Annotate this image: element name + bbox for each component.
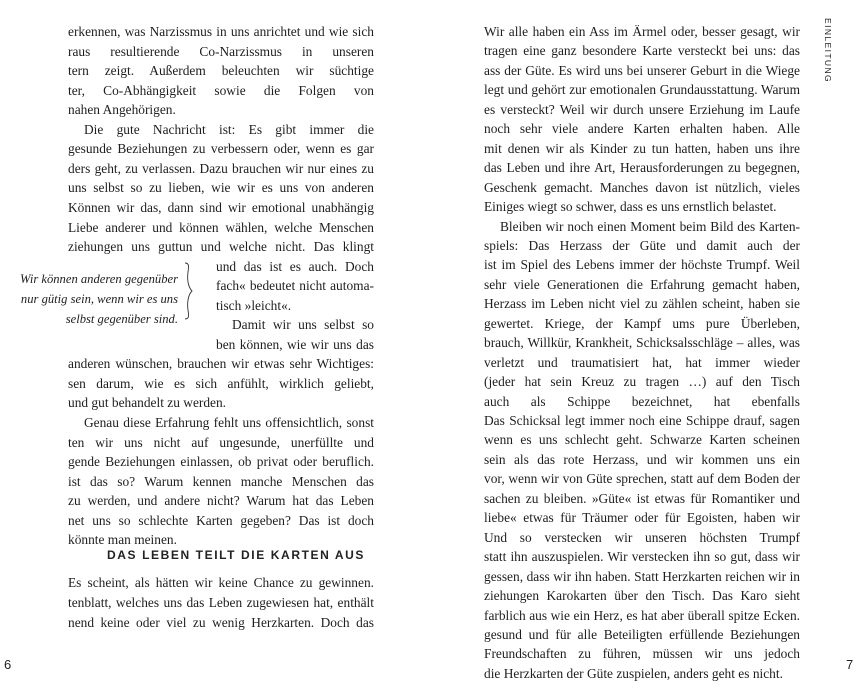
text-line: auch als Schippe bezeichnet, hat ebenfalls [484,393,800,409]
text-line: sein als das rote Herzass, und wir kommen uns ein [484,451,800,467]
text-line: tenblatt, welches uns das Leben zugewiesen hat, enthält [68,595,374,610]
text-line: Herzass im Leben nicht viel zu zählen scheint, haben sie [484,296,800,312]
text-line: liebe« etwas für Träumer oder für Egoisten, haben wir [484,510,800,526]
text-line: Können wir das, dann sind wir emotional unabhängig [68,199,374,215]
text-line: gessen, dass wir ihn haben. Statt Herzkarten reichen wir in [484,568,800,584]
text-line: verletzt und traumatisiert hat, hat immer wieder [484,354,800,370]
text-line: net uns so schlechte Karten gegeben? Das ist doch [68,512,374,528]
running-head: EINLEITUNG [823,18,833,84]
page-number-right: 7 [846,657,854,672]
text-line: ten wir uns nicht auf ungesunde, unerfüllte und [68,434,374,450]
text-line: ben können, wie wir uns das [216,336,374,352]
right-page [430,0,860,688]
text-line: sen darum, wie es sich anfühlt, wirklich geliebt, [68,375,374,391]
text-line: raus resultierende Co-Narzissmus in unseren [68,43,374,59]
text-line: Damit wir uns selbst so [232,317,374,333]
text-line: könnte man meinen. [68,532,177,548]
text-line: es versteckt? Weil wir durch unsere Erziehung im Laufe [484,101,800,117]
text-line: Wir alle haben ein Ass im Ärmel oder, besser gesagt, wir [484,24,800,39]
text-line: Liebe anderer und können wählen, welche Menschen [68,219,374,235]
text-line: legt und gehört zur emotionalen Grundausstattung. Warum [484,82,800,98]
text-line: ist das so? Warum kennen manche Menschen das [68,473,374,489]
text-line: gesund und für alle Beteiligten erfüllende Beziehungen [484,626,800,642]
text-line: die Herzkarten der Güte zuspielen, anders geht es nicht. [484,665,783,681]
pull-quote-line: selbst gegenüber sind. [65,312,178,326]
text-line: vor, wenn wir von Güte sprechen, statt auf dem Boden der [484,471,800,487]
page-number-left: 6 [4,657,12,672]
text-line: gende Beziehungen einlassen, ob privat oder beruflich. [68,454,374,470]
section-heading: DAS LEBEN TEILT DIE KARTEN AUS [107,548,366,562]
text-line: erkennen, was Narzissmus in uns anrichtet und wie sich [68,24,374,39]
text-line: ter, Co-Abhängigkeit sowie die Folgen von [68,82,374,98]
text-line: Einiges wiegt so schwer, dass es uns ernstlich belastet. [484,199,777,215]
text-line: sehr viele Generationen die Erfahrung gemacht haben, [484,276,800,292]
text-line: ass der Güte. Es wird uns bei unserer Geburt in die Wiege [484,62,800,78]
text-line: mit denen wir als Kinder zu tun hatten, haben uns ihre [484,140,800,156]
text-line: nahen Angehörigen. [68,102,176,118]
text-line: Es scheint, als hätten wir keine Chance zu gewinnen. [68,575,374,590]
text-line: wenn es uns schlecht geht. Schwarze Karten scheinen [484,432,800,448]
text-line: Und so verstecken wir unseren höchsten Trumpf [484,529,800,545]
text-line: ist im Spiel des Lebens immer der höchste Trumpf. Weil [484,257,800,273]
curly-brace-icon [183,262,193,320]
text-line: ders geht, zu verlassen. Dazu brauchen wir nur eines zu [68,160,374,176]
text-line: nend keine oder viel zu wenig Herzkarten. Doch das [68,615,374,630]
text-line: anderen wünschen, brauchen wir etwas sehr Wichtiges: [68,356,374,372]
text-line: noch sehr viele andere Karten erhalten haben. Alle [484,121,800,137]
text-line: uns selbst so zu lieben, wie wir es uns von anderen [68,180,374,196]
text-line: tragen eine ganz besondere Karte versteckt bei uns: das [484,43,800,59]
text-line: Genau diese Erfahrung fehlt uns offensichtlich, sonst [84,415,374,430]
text-line: sachen zu bleiben. »Güte« ist etwas für Romantiker und [484,490,800,506]
text-line: Das Schicksal legt immer noch eine Schippe drauf, sagen [484,413,800,428]
pull-quote-line: Wir können anderen gegenüber [20,272,178,286]
text-line: Geschenk gemacht. Manches davon ist nützlich, vieles [484,179,800,195]
text-line: zu werden, und andere nicht? Warum hat das Leben [68,493,374,509]
text-line: spiels: Das Herzass der Güte und damit auch der [484,237,800,253]
pull-quote-line: nur gütig sein, wenn wir es uns [20,292,178,306]
text-line: und das ist es auch. Doch [216,258,374,274]
text-line: farblich aus wie ein Herz, es hat aber überall spitze Ecken. [484,607,800,623]
text-line: ziehungen Karokarten über den Tisch. Das Karo sieht [484,588,800,604]
text-line: gewertet. Kriege, der Kampf ums pure Überleben, [484,315,800,331]
text-line: tisch »leicht«. [216,297,292,313]
text-line: tern zeigt. Außerdem beleuchten wir süchtige [68,63,374,79]
text-line: gesunde Beziehungen zu verbessern oder, wenn es gar [68,141,374,157]
text-line: das Leben und ihre Art, Herausforderungen zu begegnen, [484,160,800,176]
text-line: brauch, Willkür, Krankheit, Schicksalsschläge – alles, was [484,335,800,351]
text-line: statt ihn auszuspielen. Wir verstecken ihn so gut, dass wir [484,549,800,565]
text-line: und gut behandelt zu werden. [68,395,227,411]
text-line: ziehungen uns guttun und welche nicht. Das klingt [68,239,374,255]
text-line: Bleiben wir noch einen Moment beim Bild des Karten- [500,218,800,234]
text-line: (jeder hat sein Kreuz zu tragen …) auf den Tisch [484,374,800,390]
text-line: Die gute Nachricht ist: Es gibt immer die [84,121,374,137]
text-line: fach« bedeutet nicht automa- [216,278,374,294]
text-line: Freundschaften zu führen, müssen wir uns jedoch [484,646,800,662]
